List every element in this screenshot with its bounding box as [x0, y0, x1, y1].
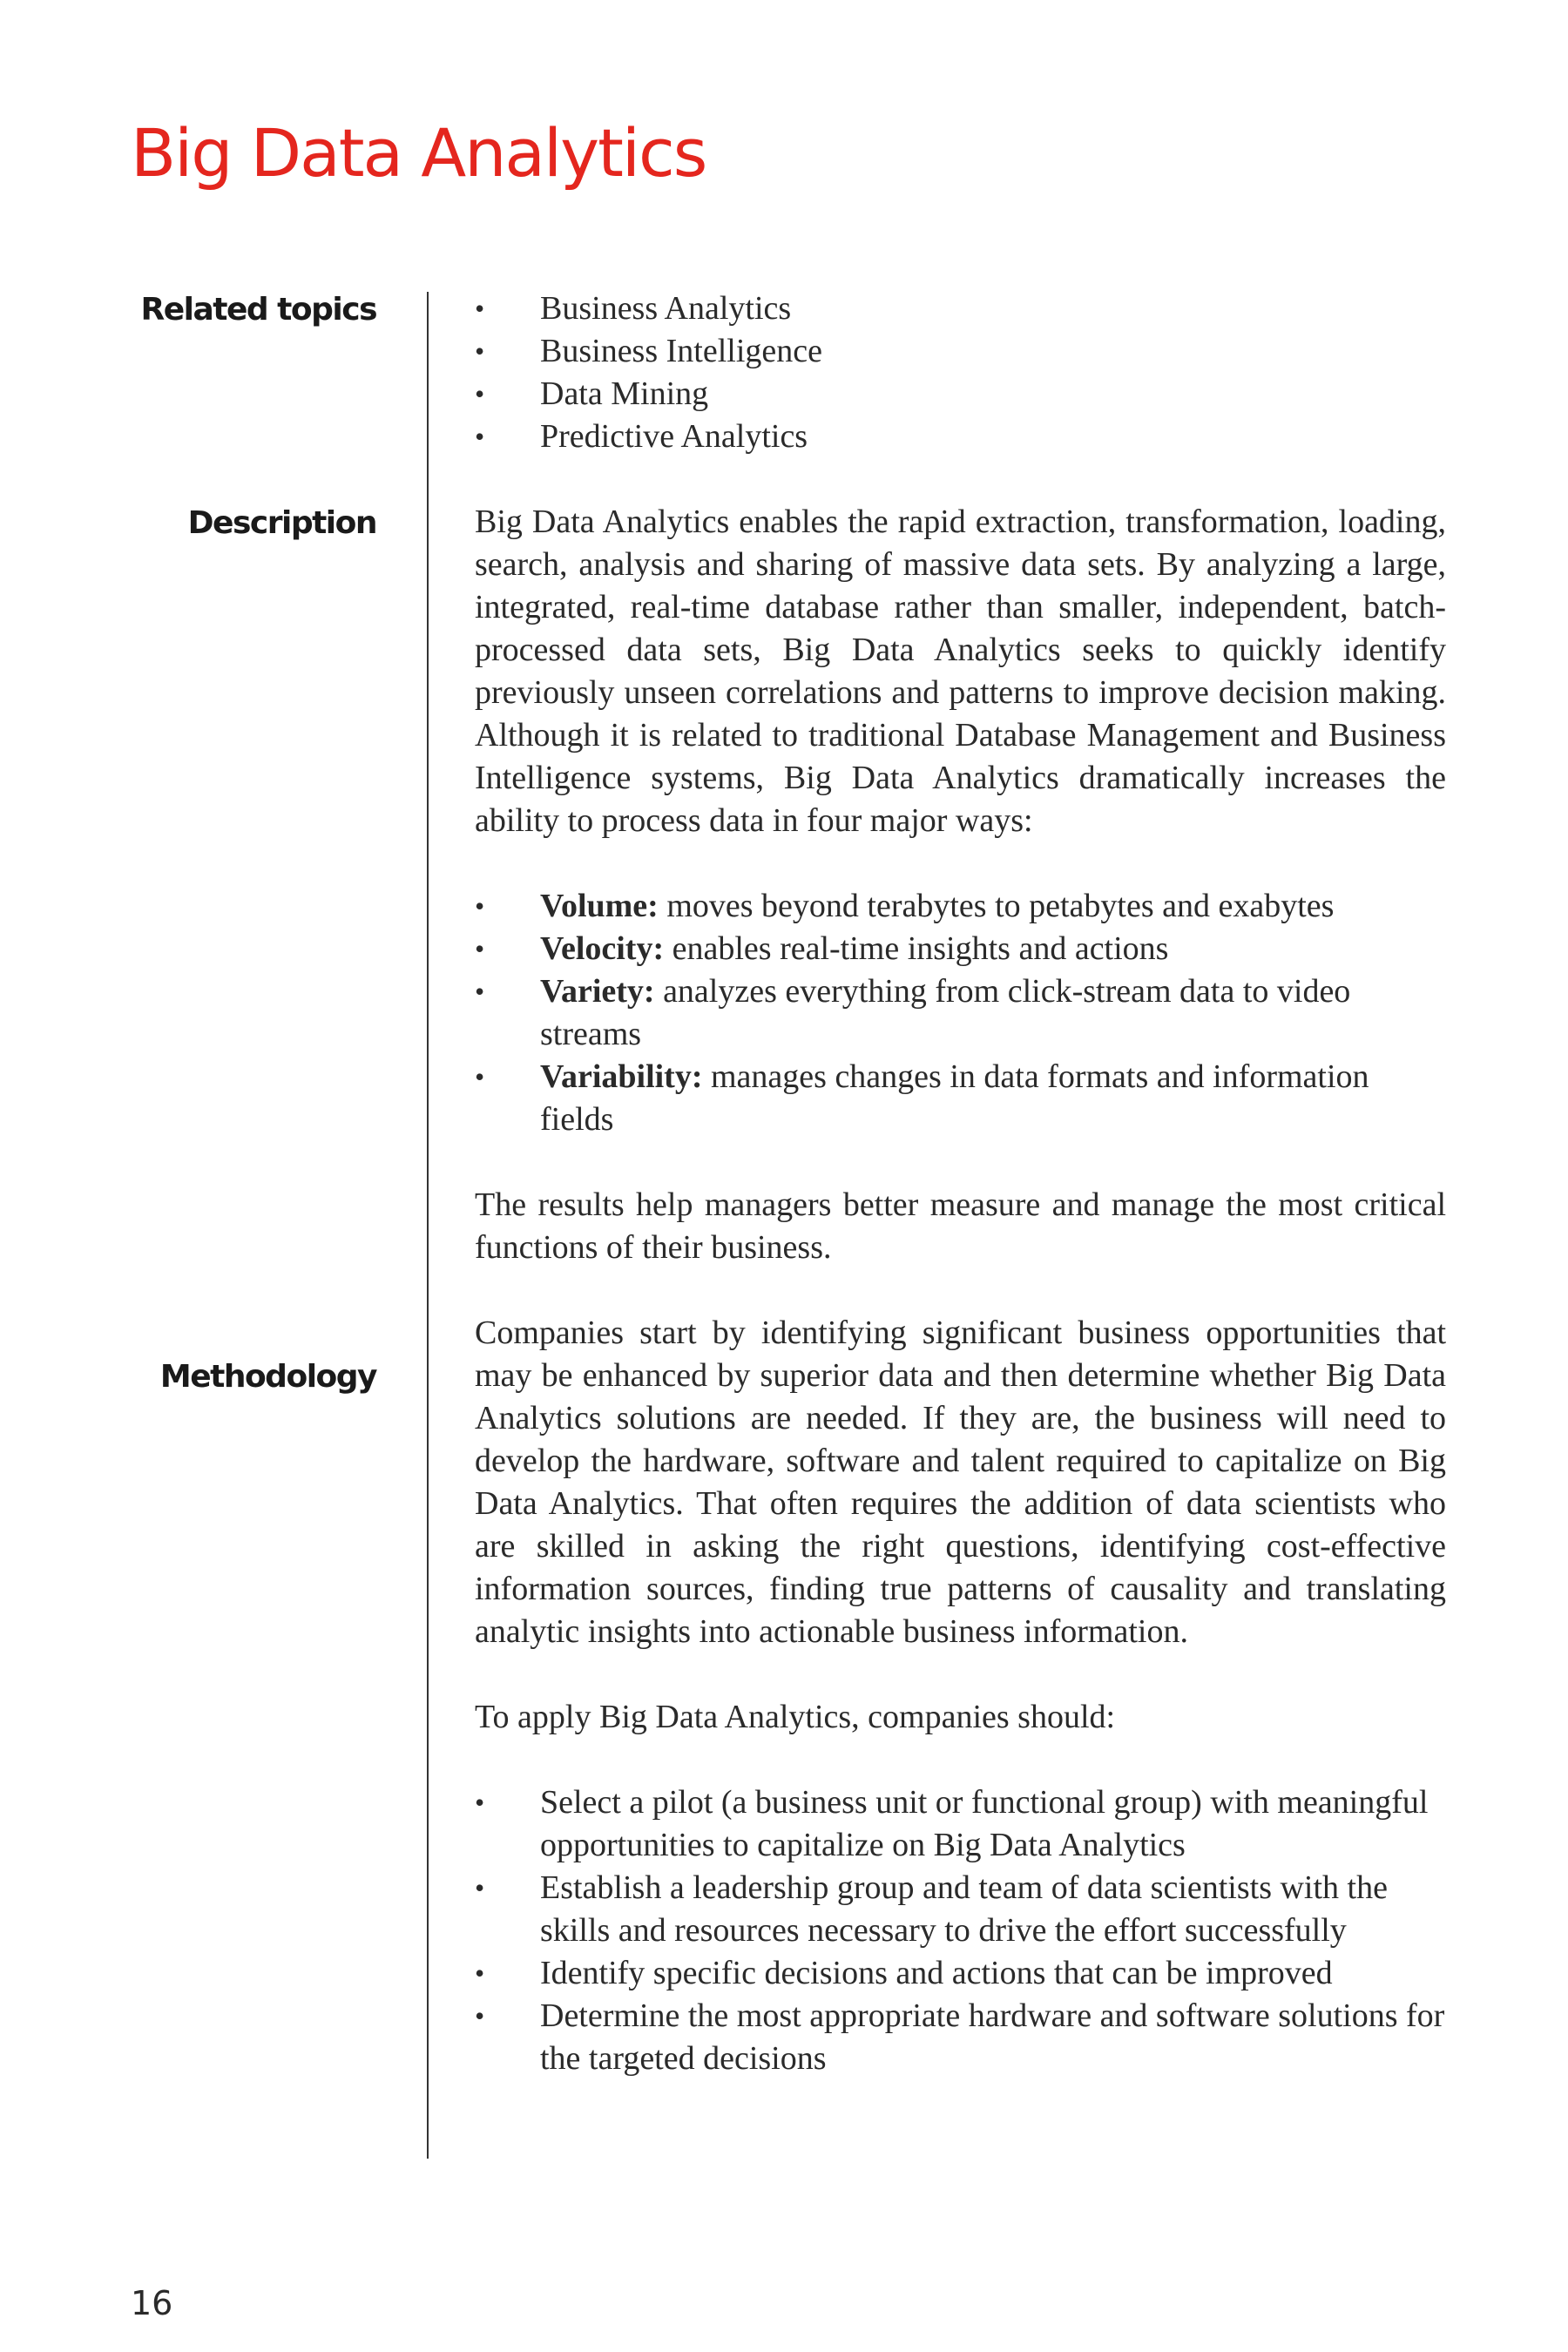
term-variety: Variety: — [540, 973, 655, 1010]
label-description: Description — [187, 505, 376, 541]
four-ways-list — [475, 885, 1446, 1141]
list-item: • Select a pilot (a business unit or functional group) with meaningful opportunities to capitalize on Big Data Analytics — [475, 1781, 1446, 1867]
methodology-paragraph: Companies start by identifying significant business opportunities that may be enhanced by superior data and then determine whether Big Data Analytics solutions are needed. If they are, the business will need to develop the hardware, software and talent required to capitalize on Big Data Analytics. That often requires the addition of data scientists who are skilled in asking the right questions, identifying cost-effective information sources, finding true patterns of causality and translating analytic insights into actionable business information. — [475, 1315, 1446, 1650]
main-content — [475, 287, 1446, 2080]
term-text: moves beyond terabytes to petabytes and exabytes — [658, 888, 1335, 924]
list-item — [475, 928, 1446, 970]
list-item — [475, 885, 1446, 928]
list-item: • Data Mining — [475, 373, 1446, 416]
list-item: • Identify specific decisions and actions that can be improved — [475, 1952, 1446, 1995]
term-text: enables real-time insights and actions — [664, 930, 1169, 967]
vertical-divider — [427, 292, 429, 2159]
list-item: • Determine the most appropriate hardware and software solutions for the targeted decisions — [475, 1995, 1446, 2080]
term-variability: Variability: — [540, 1058, 703, 1095]
page-number: 16 — [131, 2284, 173, 2322]
label-methodology: Methodology — [159, 1359, 376, 1395]
list-item — [475, 1056, 1446, 1141]
list-item: • Business Intelligence — [475, 330, 1446, 373]
label-related-topics: Related topics — [140, 292, 376, 328]
description-paragraph: Big Data Analytics enables the rapid extraction, transformation, loading, search, analysis and sharing of massive data sets. By analyzing a large, integrated, real-time database rather than smaller, independent, batch-processed data sets, Big Data Analytics seeks to quickly identify previously unseen correlations and patterns to improve decision making. Although it is related to traditional Database Management and Business Intelligence systems, Big Data Analytics dramatically increases the ability to process data in four major ways: — [475, 504, 1446, 839]
list-item: • Predictive Analytics — [475, 416, 1446, 458]
description-closing-paragraph: The results help managers better measure and manage the most critical functions of their business. — [475, 1186, 1446, 1266]
term-text: analyzes everything from click-stream data to video streams — [540, 973, 1351, 1052]
term-velocity: Velocity: — [540, 930, 665, 967]
list-item: • Business Analytics — [475, 287, 1446, 330]
page-title: Big Data Analytics — [131, 114, 706, 192]
term-volume: Volume: — [540, 888, 659, 924]
methodology-steps-list — [475, 1781, 1446, 2080]
list-item — [475, 970, 1446, 1056]
term-text: manages changes in data formats and information fields — [540, 1058, 1369, 1138]
list-item: • Establish a leadership group and team of data scientists with the skills and resources necessary to drive the effort successfully — [475, 1867, 1446, 1952]
related-topics-list — [475, 287, 1446, 458]
methodology-intro-steps: To apply Big Data Analytics, companies should: — [475, 1699, 1116, 1735]
